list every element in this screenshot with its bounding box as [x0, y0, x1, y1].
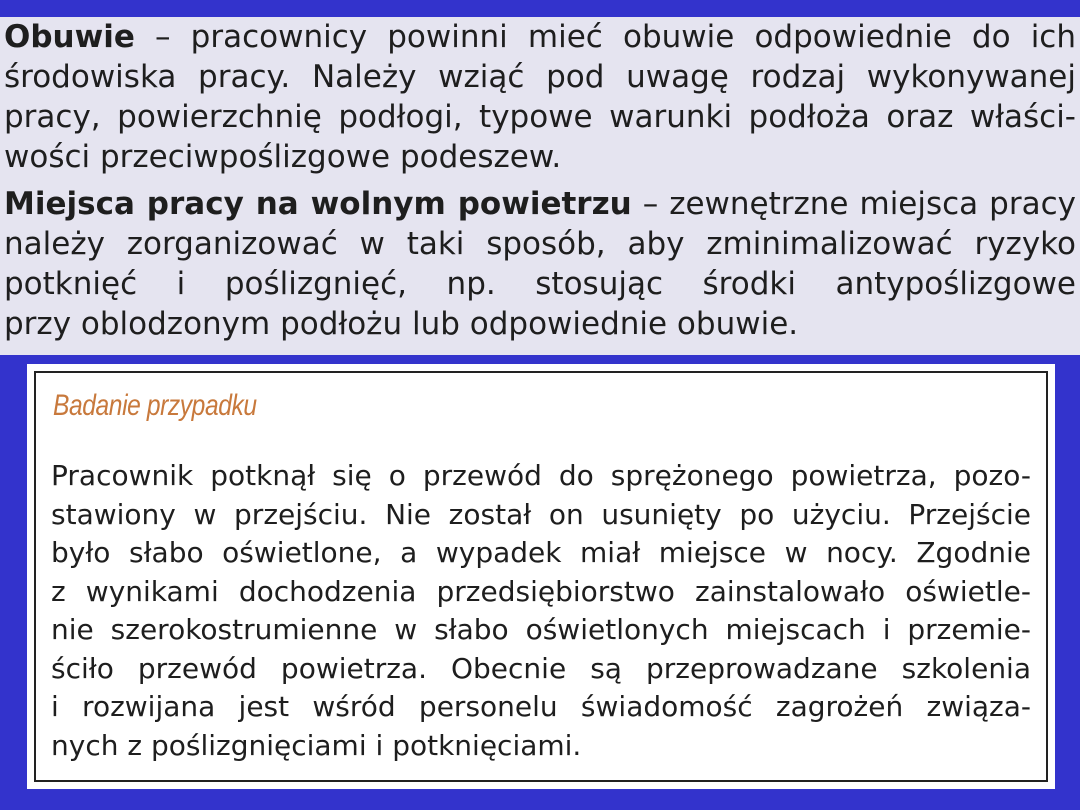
outdoor-paragraph [4, 184, 1076, 344]
top-text-panel [0, 17, 1080, 355]
case-line-3: było słabo oświetlone, a wypadek miał miejsce w nocy. Zgodnie [51, 536, 1031, 569]
outdoor-line-1 [4, 184, 1076, 224]
footwear-line-1 [4, 17, 1076, 57]
outdoor-heading: Miejsca pracy na wolnym powietrzu [4, 186, 632, 222]
case-study-title: Badanie przypadku [53, 389, 257, 422]
outdoor-text-1: – zewnętrzne miejsca pracy [631, 186, 1076, 222]
outdoor-line-3: potknięć i poślizgnięć, np. stosując środki antypoślizgowe [4, 266, 1076, 302]
footwear-heading: Obuwie [4, 19, 135, 55]
case-line-2: stawiony w przejściu. Nie został on usunięty po użyciu. Przejście [51, 497, 1031, 531]
footwear-line-2: środowiska pracy. Należy wziąć pod uwagę rodzaj wykonywanej [4, 59, 1076, 95]
case-line-1: Pracownik potknął się o przewód do sprężonego powietrza, pozo- [51, 459, 1031, 492]
footwear-text-1: – pracownicy powinni mieć obuwie odpowiednie do ich [134, 19, 1076, 55]
outdoor-line-2: należy zorganizować w taki sposób, aby zminimalizować ryzyko [4, 226, 1076, 262]
footwear-line-3: pracy, powierzchnię podłogi, typowe warunki podłoża oraz właści- [4, 99, 1076, 135]
case-line-4: z wynikami dochodzenia przedsiębiorstwo zainstalowało oświetle- [51, 574, 1031, 608]
outdoor-line-4: przy oblodzonym podłożu lub odpowiednie obuwie. [4, 306, 799, 342]
case-line-7: i rozwijana jest wśród personelu świadomość zagrożeń związa- [51, 690, 1031, 723]
case-line-5: nie szerokostrumienne w słabo oświetlonych miejscach i przemie- [51, 613, 1031, 646]
case-study-box [27, 364, 1055, 789]
case-line-6: ściło przewód powietrza. Obecnie są przeprowadzane szkolenia [51, 651, 1031, 685]
footwear-line-4: wości przeciwpoślizgowe podeszew. [4, 139, 562, 175]
case-study-frame [34, 371, 1048, 782]
footwear-paragraph [4, 17, 1076, 177]
case-study-text [51, 457, 1031, 765]
case-line-8: nych z poślizgnięciami i potknięciami. [51, 728, 582, 762]
